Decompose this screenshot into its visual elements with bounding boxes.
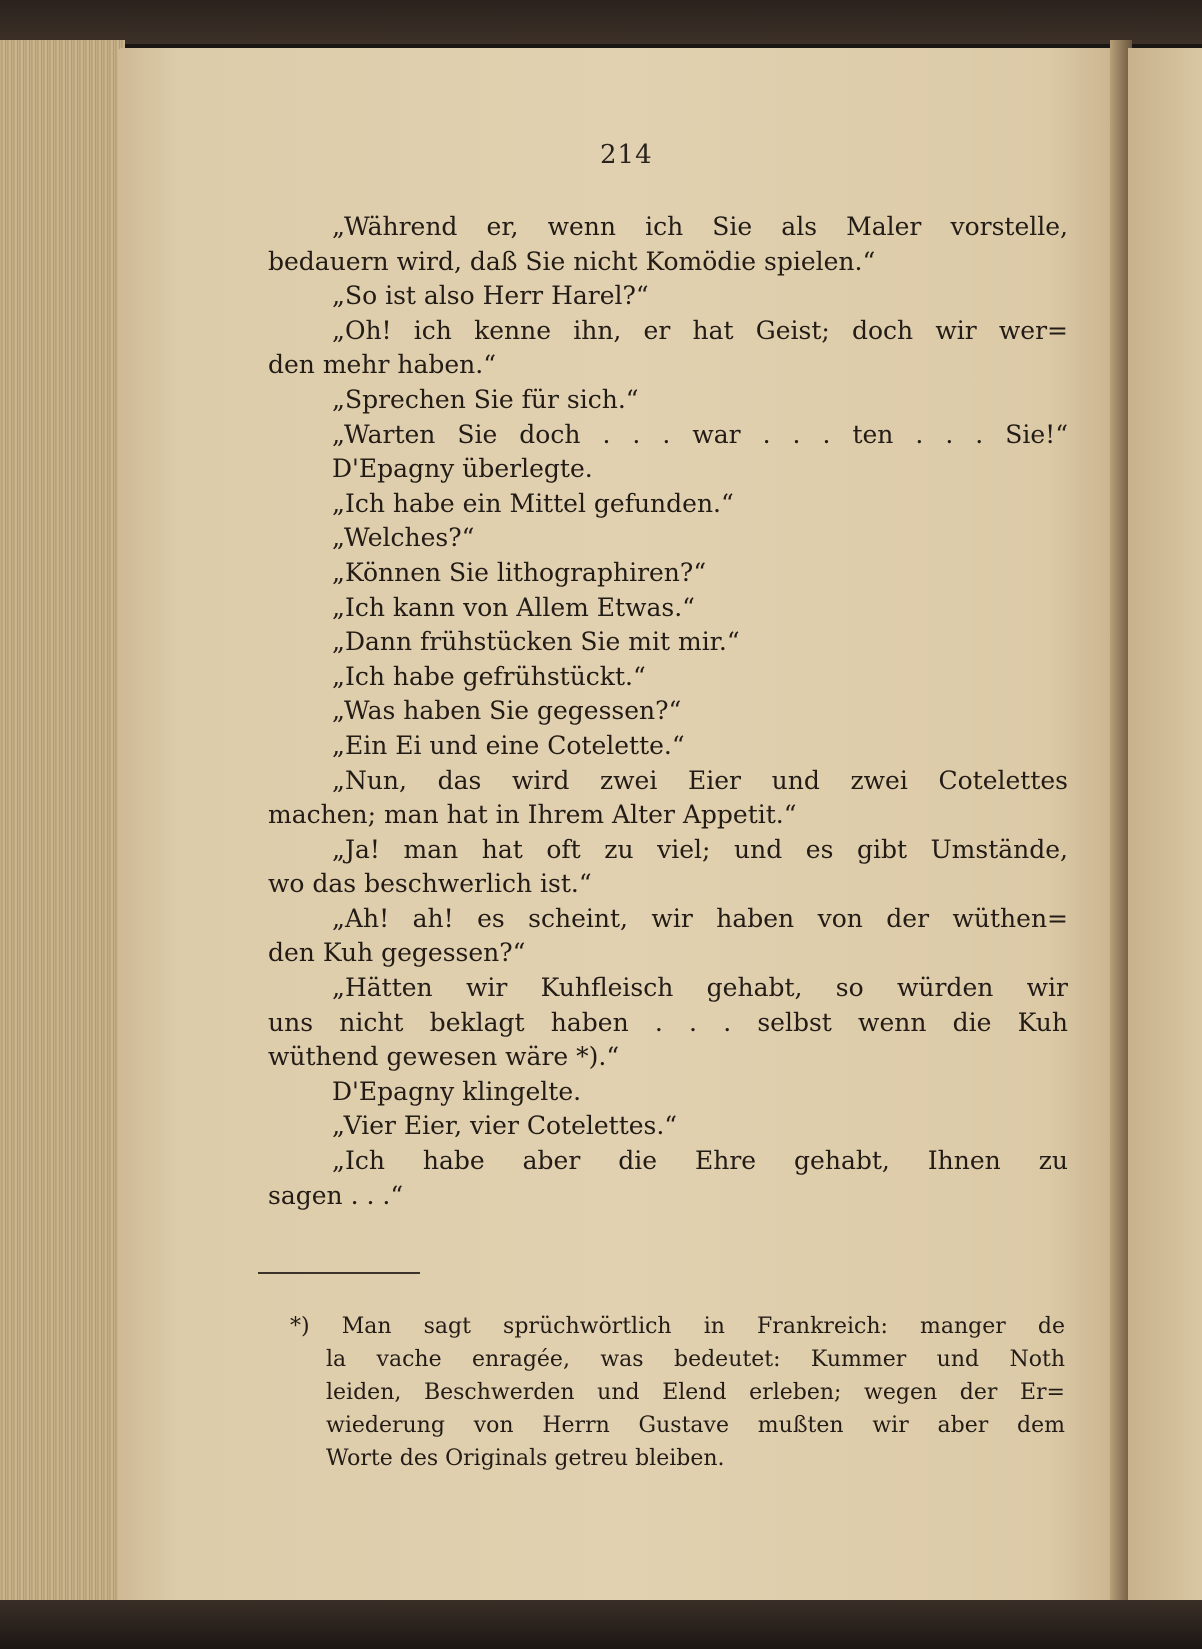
text-line: den mehr haben.“ [268, 350, 496, 380]
footnote-line: *) Man sagt sprüchwörtlich in Frankreich: manger de [290, 1314, 1065, 1339]
text-line: „Vier Eier, vier Cotelettes.“ [332, 1111, 678, 1141]
text-line: den Kuh gegessen?“ [268, 938, 526, 968]
text-line: uns nicht beklagt haben . . . selbst wenn die Kuh [268, 1007, 1068, 1037]
book-cover-bottom [0, 1600, 1202, 1649]
text-line: „Oh! ich kenne ihn, er hat Geist; doch wir wer= [332, 315, 1068, 345]
main-text [268, 210, 1068, 1213]
page-number: 214 [600, 140, 653, 170]
text-line: „Nun, das wird zwei Eier und zwei Cotelettes [332, 765, 1068, 795]
footnote-line: wiederung von Herrn Gustave mußten wir aber dem [326, 1413, 1065, 1438]
page-edges [0, 40, 125, 1649]
text-line: bedauern wird, daß Sie nicht Komödie spielen.“ [268, 246, 876, 276]
text-line: „Ich habe aber die Ehre gehabt, Ihnen zu [332, 1146, 1068, 1176]
text-line: wo das beschwerlich ist.“ [268, 869, 592, 899]
text-line: „Hätten wir Kuhfleisch gehabt, so würden wir [332, 973, 1068, 1003]
text-line: „Ich habe ein Mittel gefunden.“ [332, 488, 734, 518]
text-line: „Ah! ah! es scheint, wir haben von der wüthen= [332, 903, 1068, 933]
text-line: D'Epagny überlegte. [332, 454, 593, 484]
footnote-line: Worte des Originals getreu bleiben. [326, 1446, 725, 1471]
footnote-rule [258, 1272, 420, 1274]
text-line: „Können Sie lithographiren?“ [332, 557, 707, 587]
text-line: wüthend gewesen wäre *).“ [268, 1042, 620, 1072]
text-line: „Sprechen Sie für sich.“ [332, 384, 639, 414]
footnote-line: la vache enragée, was bedeutet: Kummer und Noth [326, 1347, 1065, 1372]
facing-page-edge [1128, 48, 1202, 1608]
text-line: „Ja! man hat oft zu viel; und es gibt Umstände, [332, 834, 1068, 864]
text-line: „Ein Ei und eine Cotelette.“ [332, 730, 685, 760]
footnote-line: leiden, Beschwerden und Elend erleben; wegen der Er= [326, 1380, 1065, 1405]
text-line: „Ich habe gefrühstückt.“ [332, 661, 646, 691]
text-line: „Während er, wenn ich Sie als Maler vorstelle, [332, 212, 1068, 241]
book-cover-top [0, 0, 1202, 44]
text-line: sagen . . .“ [268, 1180, 404, 1210]
text-line: D'Epagny klingelte. [332, 1076, 582, 1106]
text-line: machen; man hat in Ihrem Alter Appetit.“ [268, 800, 797, 830]
text-line: „Warten Sie doch . . . war . . . ten . . . Sie!“ [332, 419, 1068, 449]
text-line: „Welches?“ [332, 523, 475, 553]
text-line: „Ich kann von Allem Etwas.“ [332, 592, 695, 622]
footnote [290, 1310, 1065, 1475]
text-line: „Dann frühstücken Sie mit mir.“ [332, 627, 740, 657]
text-line: „Was haben Sie gegessen?“ [332, 696, 682, 726]
text-line: „So ist also Herr Harel?“ [332, 281, 649, 311]
